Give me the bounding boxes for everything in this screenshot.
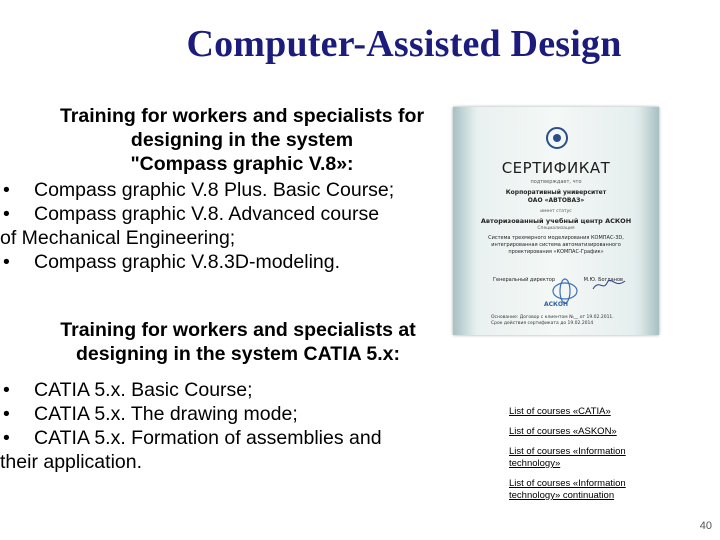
section1-list — [0, 178, 450, 274]
certificate-center: Авторизованный учебный центр АСКОН — [480, 217, 632, 225]
section2-list — [0, 378, 450, 474]
link-courses-it-continuation[interactable]: List of courses «Information technology» continuation — [509, 478, 626, 501]
course-links — [509, 406, 659, 502]
signature-icon — [591, 277, 627, 293]
link-courses-it[interactable]: List of courses «Information technology» — [509, 446, 626, 469]
certificate-footer: Основание: Договор с клиентом №__ от 19.02.2011. Срок действия сертификата до 19.02.2014 — [491, 315, 614, 326]
page-number: 40 — [699, 520, 712, 532]
list-item: • Compass graphic V.8 Plus. Basic Course; — [0, 178, 450, 202]
section2-heading: Training for workers and specialists at designing in the system CATIA 5.x: — [60, 319, 416, 365]
certificate-spec-label: Специализация — [537, 226, 575, 231]
list-item: • Compass graphic V.8.3D-modeling. — [0, 250, 450, 274]
slide-title: Computer-Assisted Design — [186, 23, 622, 65]
list-item: • CATIA 5.x. Basic Course; — [0, 378, 450, 402]
list-item: • CATIA 5.x. Formation of assemblies and — [0, 426, 450, 450]
list-item: • CATIA 5.x. The drawing mode; — [0, 402, 450, 426]
certificate-status-label: имеет статус — [540, 209, 572, 214]
certificate-spec: Система трехмерного моделирования КОМПАС-3D, интегрированная система автоматизированного проектирования «КОМПАС-График» — [488, 235, 624, 255]
list-item: • Compass graphic V.8. Advanced course — [0, 202, 450, 226]
certificate-title: СЕРТИФИКАТ — [501, 159, 611, 177]
certificate-logo-icon — [546, 127, 568, 149]
list-item-continuation: of Mechanical Engineering; — [0, 227, 236, 249]
section1-heading: Training for workers and specialists for designing in the system "Compass graphic V.8»: — [59, 105, 425, 175]
link-courses-askon[interactable]: List of courses «ASKON» — [509, 426, 617, 437]
certificate-brand: АСКОН — [543, 301, 569, 308]
list-item-continuation: their application. — [0, 451, 143, 473]
certificate-image — [453, 107, 659, 335]
certificate-holder: Корпоративный университет ОАО «АВТОВАЗ» — [505, 189, 607, 204]
certificate-director: Генеральный директор М.Ю. Богданов — [493, 277, 623, 283]
link-courses-catia[interactable]: List of courses «CATIA» — [509, 406, 611, 417]
certificate-confirms: подтверждает, что — [530, 179, 582, 185]
